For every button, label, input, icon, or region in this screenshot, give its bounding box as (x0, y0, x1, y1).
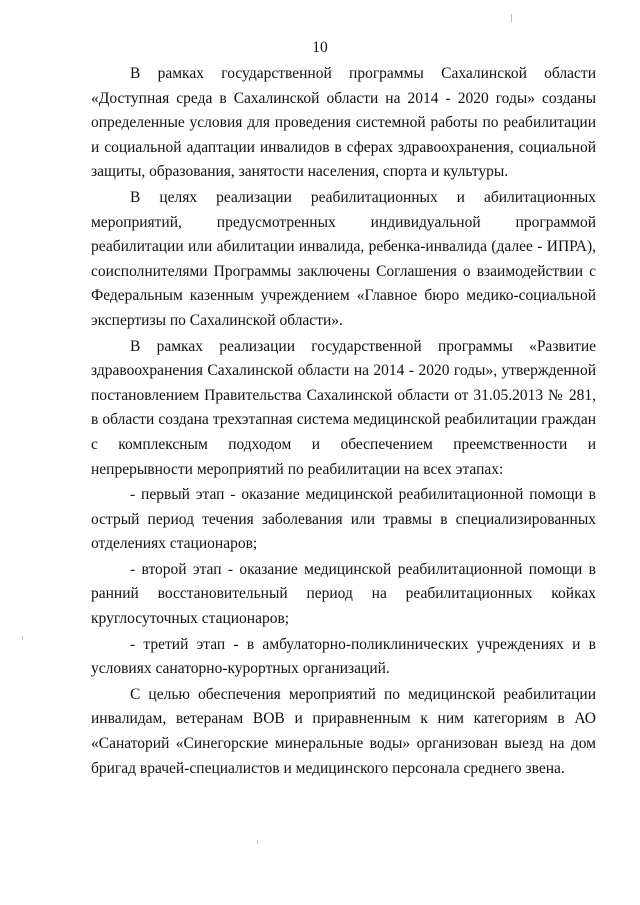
list-item-stage-two: - второй этап - оказание медицинской реабилитационной помощи в ранний восстановительный период на реабилитационных койках круглосуточных стационаров; (91, 560, 596, 628)
paragraph-ipra-agreements: В целях реализации реабилитационных и абилитационных мероприятий, предусмотренных индивидуальной программой реабилитации или абилитации инвалида, ребенка-инвалида (далее - ИПРА), соисполнителями Программы заключены Соглашения о взаимодействии с Федеральным казенным учреждением «Главное бюро медико-социальной экспертизы по Сахалинской области». (91, 188, 596, 329)
list-item-stage-three: - третий этап - в амбулаторно-поликлинических учреждениях и в условиях санаторно-курортных организаций. (91, 635, 596, 678)
document-body (91, 62, 596, 781)
scan-speck (22, 636, 23, 640)
paragraph-healthcare-program: В рамках реализации государственной программы «Развитие здравоохранения Сахалинской области на 2014 - 2020 годы», утвержденной постановлением Правительства Сахалинской области от 31.05.2013 № 281, в области создана трехэтапная система медицинской реабилитации граждан с комплексным подходом и обеспечением преемственности и непрерывности мероприятий по реабилитации на всех этапах: (91, 337, 596, 478)
list-item-stage-one: - первый этап - оказание медицинской реабилитационной помощи в острый период течения заболевания или травмы в специализированных отделениях стационаров; (91, 486, 596, 553)
scan-speck (511, 14, 512, 22)
paragraph-sanatorium-visits: С целью обеспечения мероприятий по медицинской реабилитации инвалидам, ветеранам ВОВ и приравненным к ним категориям в АО «Санаторий «Синегорские минеральные воды» организован выезд на дом бригад врачей-специалистов и медицинского персонала среднего звена. (91, 685, 596, 777)
scan-speck (257, 840, 258, 844)
page-number: 10 (312, 39, 328, 56)
paragraph-accessible-environment: В рамках государственной программы Сахалинской области «Доступная среда в Сахалинской области на 2014 - 2020 годы» созданы определенные условия для проведения системной работы по реабилитации и социальной адаптации инвалидов в сферах здравоохранения, социальной защиты, образования, занятости населения, спорта и культуры. (91, 65, 596, 181)
